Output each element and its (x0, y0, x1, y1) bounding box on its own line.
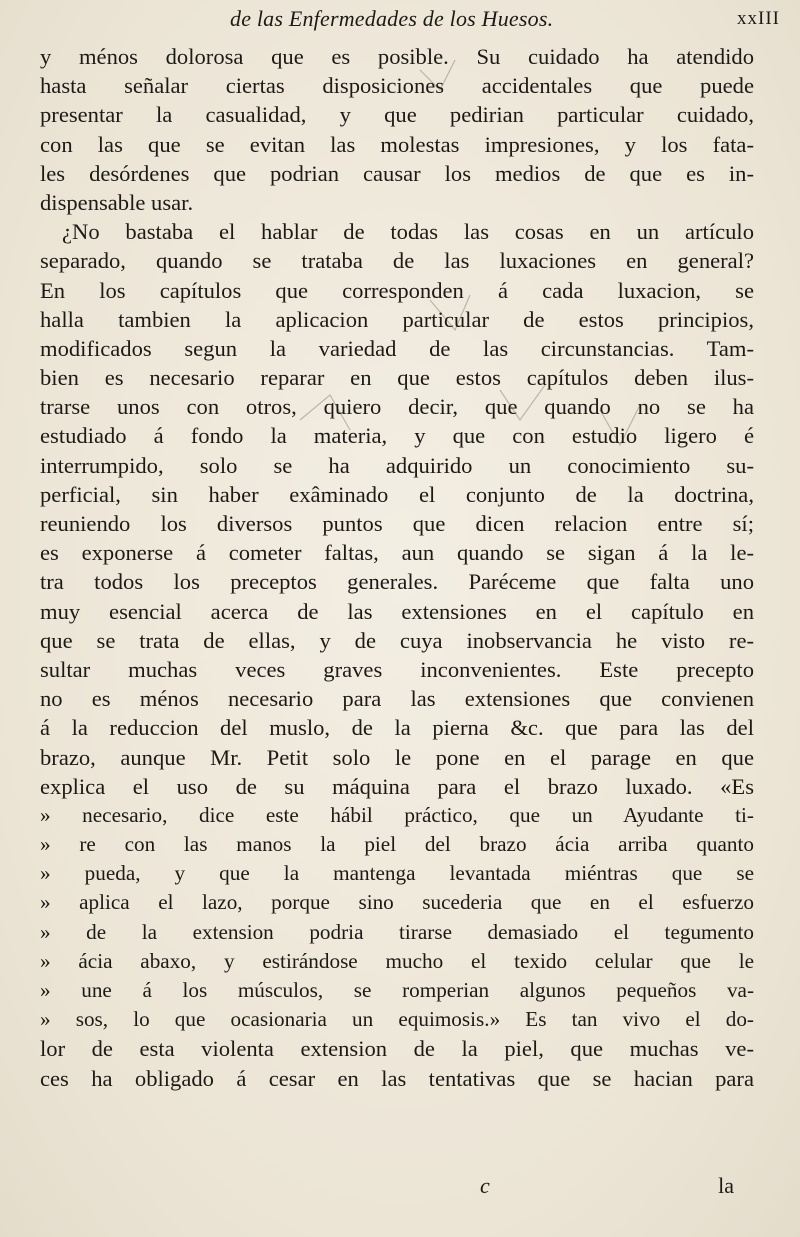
text-line: sultar muchas veces graves inconvenientes. Este precepto (40, 656, 754, 682)
quote-line: » sos, lo que ocasionaria un equimosis.» Es tan vivo el do- (40, 1007, 754, 1032)
text-line: trarse unos con otros, quiero decir, que quando no se ha (40, 394, 754, 420)
text-line: hasta señalar ciertas disposiciones accidentales que puede (40, 73, 754, 99)
text-line: no es ménos necesario para las extensiones que convienen (40, 686, 754, 712)
text-line: y ménos dolorosa que es posible. Su cuidado ha atendido (40, 44, 754, 69)
text-line: explica el uso de su máquina para el brazo luxado. «Es (40, 773, 754, 799)
text-line: modificados segun la variedad de las circunstancias. Tam- (40, 335, 754, 361)
running-title: de las Enfermedades de los Huesos. (230, 6, 554, 31)
quote-line: » necesario, dice este hábil práctico, que un Ayudante ti- (40, 802, 754, 827)
text-line: es exponerse á cometer faltas, aun quando se sigan á la le- (40, 540, 754, 566)
quote-line: » une á los músculos, se romperian algunos pequeños va- (40, 978, 754, 1002)
text-line: muy esencial acerca de las extensiones en el capítulo en (40, 598, 754, 624)
text-line: tra todos los preceptos generales. Paréceme que falta uno (40, 569, 754, 595)
text-line: En los capítulos que corresponden á cada luxacion, se (40, 277, 754, 303)
text-line: estudiado á fondo la materia, y que con estudio ligero é (40, 423, 754, 449)
text-line: ¿No bastaba el hablar de todas las cosas en un artículo (62, 219, 754, 245)
catchword: la (718, 1173, 734, 1198)
page-number: xxIII (737, 8, 780, 29)
signature-mark: c (480, 1173, 490, 1198)
text-line: que se trata de ellas, y de cuya inobservancia he visto re- (40, 627, 754, 653)
text-line: presentar la casualidad, y que pedirian particular cuidado, (40, 102, 754, 128)
quote-line: » de la extension podria tirarse demasiado el tegumento (40, 919, 754, 944)
text-line: lor de esta violenta extension de la piel, que muchas ve- (40, 1036, 754, 1062)
text-line: á la reduccion del muslo, de la pierna &c. que para las del (40, 715, 754, 741)
page-header (230, 6, 780, 36)
text-line: separado, quando se trataba de las luxaciones en general? (40, 248, 754, 274)
quote-line: » pueda, y que la mantenga levantada miéntras que se (40, 861, 754, 886)
quote-line: » re con las manos la piel del brazo ácia arriba quanto (40, 832, 754, 857)
text-line: con las que se evitan las molestas impresiones, y los fata- (40, 131, 754, 157)
text-line: perficial, sin haber exâminado el conjunto de la doctrina, (40, 481, 754, 507)
quote-line: » ácia abaxo, y estirándose mucho el texido celular que le (40, 948, 754, 973)
quote-line: » aplica el lazo, porque sino sucederia que en el esfuerzo (40, 890, 754, 915)
text-line: dispensable usar. (40, 189, 194, 215)
text-line: ces ha obligado á cesar en las tentativas que se hacian para (40, 1065, 754, 1091)
text-line: brazo, aunque Mr. Petit solo le pone en el parage en que (40, 744, 754, 770)
text-line: reuniendo los diversos puntos que dicen relacion entre sí; (40, 511, 754, 536)
text-line: halla tambien la aplicacion particular de estos principios, (40, 306, 754, 332)
text-line: interrumpido, solo se ha adquirido un conocimiento su- (40, 452, 754, 478)
body-text (40, 42, 754, 1093)
page-footer (40, 1173, 754, 1203)
text-line: bien es necesario reparar en que estos capítulos deben ilus- (40, 365, 754, 391)
text-line: les desórdenes que podrian causar los medios de que es in- (40, 160, 754, 186)
